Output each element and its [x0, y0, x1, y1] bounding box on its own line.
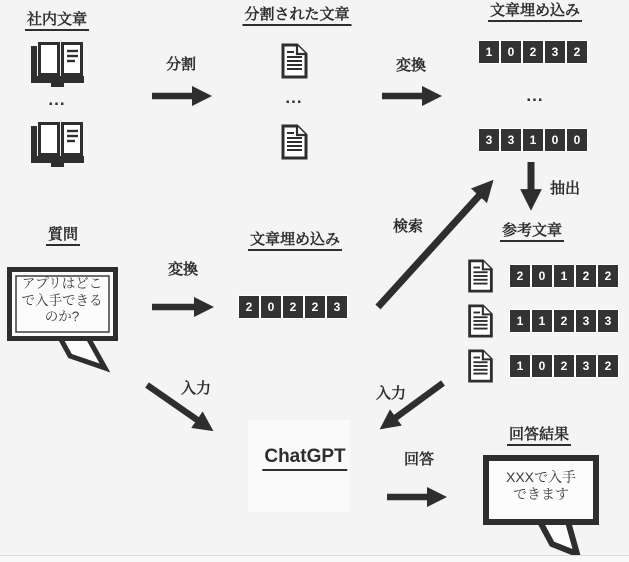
embedding-vector [478, 128, 588, 152]
vector-cell: 3 [576, 310, 596, 332]
vector-cell: 3 [327, 296, 347, 318]
vector-cell: 3 [545, 41, 565, 63]
vector-cell: 3 [501, 129, 521, 151]
search-arrow-label: 検索 [392, 218, 424, 235]
vector-cell: 0 [501, 41, 521, 63]
input-left-arrow-label: 入力 [180, 380, 212, 397]
input-right-arrow-label: 入力 [375, 385, 407, 402]
vector-cell: 0 [532, 265, 552, 287]
chatgpt-title: ChatGPT [262, 446, 347, 471]
vector-cell: 2 [510, 265, 530, 287]
book-icon [31, 122, 84, 168]
split-docs-ellipsis: ... [285, 88, 303, 107]
book-icon [31, 42, 84, 88]
vector-cell: 1 [554, 265, 574, 287]
split-docs-title: 分割された文章 [242, 6, 351, 26]
internal-docs-ellipsis: ... [48, 90, 66, 109]
extract-arrow-label: 抽出 [549, 180, 581, 197]
answer-result-title: 回答結果 [507, 426, 571, 446]
vector-cell: 2 [567, 41, 587, 63]
vector-cell: 1 [510, 355, 530, 377]
document-icon [467, 304, 494, 338]
answer-bubble-text [506, 469, 576, 503]
reference-vector [509, 354, 619, 378]
reference-vector [509, 309, 619, 333]
answer-arrow-label: 回答 [403, 451, 435, 468]
vector-cell: 2 [305, 296, 325, 318]
vector-cell: 2 [598, 265, 618, 287]
question-line-1: アプリはどこ [21, 276, 103, 291]
answer-line-1: XXXで入手 [505, 469, 577, 485]
question-line-2: で入手できる [21, 292, 103, 308]
convert-query-arrow-label: 変換 [167, 261, 199, 278]
question-bubble-text [22, 276, 103, 326]
vector-cell: 0 [567, 129, 587, 151]
question-title: 質問 [46, 226, 80, 246]
embeddings-top-title: 文章埋め込み [488, 2, 582, 22]
embeddings-query-title: 文章埋め込み [248, 231, 342, 251]
reference-docs-title: 参考文章 [500, 222, 564, 242]
document-icon [281, 124, 308, 160]
vector-cell: 0 [545, 129, 565, 151]
embedding-vector [478, 40, 588, 64]
vector-cell: 1 [523, 129, 543, 151]
split-arrow-label: 分割 [165, 56, 197, 73]
vector-cell: 0 [261, 296, 281, 318]
answer-line-2: できます [512, 486, 569, 502]
vector-cell: 2 [523, 41, 543, 63]
query-vector [238, 295, 348, 319]
document-icon [467, 349, 494, 383]
vector-cell: 0 [532, 355, 552, 377]
internal-docs-title: 社内文章 [25, 11, 89, 31]
vector-cell: 2 [554, 310, 574, 332]
vector-cell: 2 [239, 296, 259, 318]
document-icon [281, 43, 308, 79]
question-line-3: のか? [44, 309, 80, 324]
vector-cell: 3 [598, 310, 618, 332]
vector-cell: 2 [576, 265, 596, 287]
vector-cell: 2 [283, 296, 303, 318]
vector-cell: 1 [532, 310, 552, 332]
bottom-divider [0, 555, 629, 562]
convert-top-arrow-label: 変換 [395, 57, 427, 74]
reference-vector [509, 264, 619, 288]
vector-cell: 1 [479, 41, 499, 63]
vector-cell: 2 [554, 355, 574, 377]
vector-cell: 3 [479, 129, 499, 151]
document-icon [467, 259, 494, 293]
vector-cell: 2 [598, 355, 618, 377]
embeddings-top-ellipsis: ... [526, 86, 544, 105]
vector-cell: 3 [576, 355, 596, 377]
answer-speech-bubble [478, 450, 608, 560]
vector-cell: 1 [510, 310, 530, 332]
